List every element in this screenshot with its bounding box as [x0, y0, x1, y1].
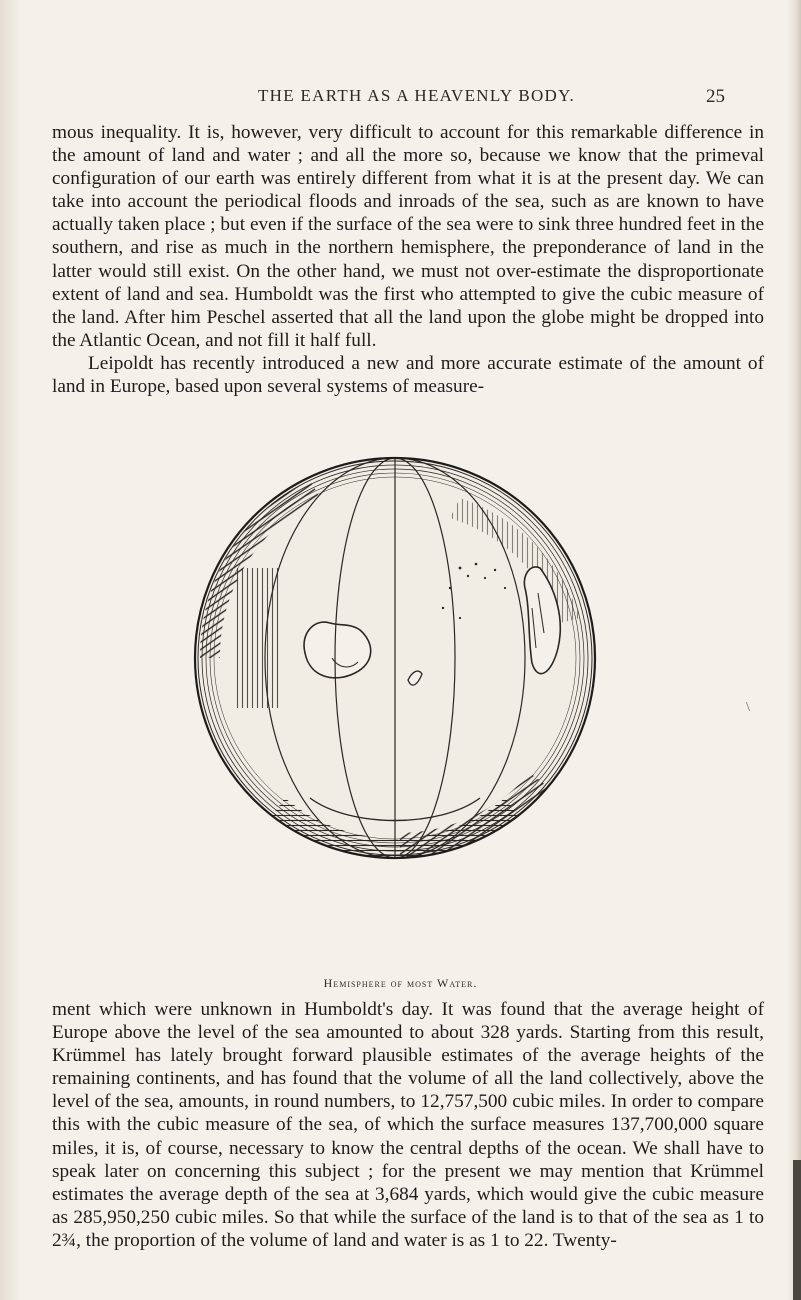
paragraph-1: mous inequality. It is, however, very difficult to account for this remarkable difference in the amount of land and water ; and all the more so, because we know that the primeval configuration of our earth was entirely different from what it is at the present day. We can take into account the periodical floods and inroads of the sea, such as are known to have actually taken place ; but even if the surface of the sea were to sink three hundred feet in the southern, and rise as much in the northern hemisphere, the preponderance of land in the latter would still exist. On the other hand, we must not over-estimate the disproportionate extent of land and sea. Humboldt was the first who attempted to give the cubic measure of the land. After him Peschel asserted that all the land upon the globe might be dropped into the Atlantic Ocean, and not fill it half full.: [52, 122, 764, 351]
paragraph-2: Leipoldt has recently introduced a new and more accurate estimate of the amount of land in Europe, based upon several systems of measure-: [52, 352, 764, 398]
page-edge-shadow: [787, 0, 801, 1300]
margin-mark: \: [746, 700, 750, 715]
hemisphere-figure: [160, 418, 630, 990]
running-title: THE EARTH AS A HEAVENLY BODY.: [258, 86, 576, 105]
hemisphere-globe-icon: [160, 418, 630, 958]
page-number: 25: [706, 86, 725, 107]
australia-landmass: [304, 622, 371, 678]
running-head: [0, 86, 801, 110]
paragraph-3: ment which were unknown in Humboldt's day. It was found that the average height of Europe above the level of the sea amounted to about 328 yards. Starting from this result, Krümmel has lately brought forward plausible estimates of the average heights of the remaining continents, and has found that the volume of all the land collectively, above the level of the sea, amounts, in round numbers, to 12,757,500 cubic miles. In order to compare this with the cubic measure of the sea, of which the surface measures 137,700,000 square miles, it is, of course, necessary to know the central depths of the ocean. We shall have to speak later on concerning this subject ; for the present we may mention that Krümmel estimates the average depth of the sea at 3,684 yards, which would give the cubic measure as 285,950,250 cubic miles. So that while the surface of the land is to that of the sea as 1 to 2¾, the proportion of the volume of land and water is as 1 to 22. Twenty-: [52, 999, 764, 1251]
text-block-top: [52, 121, 764, 398]
figure-caption: Hemisphere of most Water.: [323, 976, 478, 990]
page-gutter-shadow: [0, 0, 20, 1300]
text-block-bottom: [52, 998, 764, 1252]
page-edge-binding: [793, 1160, 801, 1300]
